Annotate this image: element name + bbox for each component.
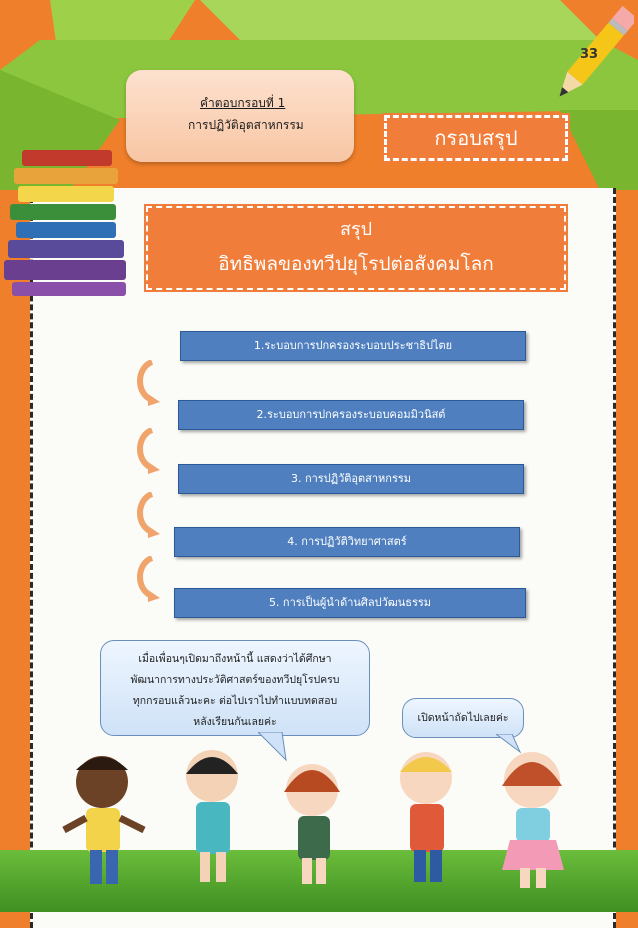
speech-line-3: ทุกกรอบแล้วนะคะ ต่อไปเราไปทำแบบทดสอบ: [132, 695, 338, 707]
speech-line-4: หลังเรียนกันเลยค่ะ: [193, 716, 277, 728]
summary-item-5: 5. การเป็นผู้นำด้านศิลปวัฒนธรรม: [174, 588, 526, 618]
summary-item-1: 1.ระบอบการปกครองระบอบประชาธิปไตย: [180, 331, 526, 361]
answer-card: [126, 70, 354, 162]
curved-arrow-icon: [132, 360, 160, 406]
curved-arrow-icon: [132, 492, 160, 538]
summary-heading-box: [146, 206, 566, 290]
summary-frame-badge: กรอบสรุป: [384, 115, 568, 161]
summary-item-2: 2.ระบอบการปกครองระบอบคอมมิวนิสต์: [178, 400, 524, 430]
children-illustration: [50, 740, 590, 900]
summary-item-4: 4. การปฏิวัติวิทยาศาสตร์: [174, 527, 520, 557]
page-number: 33: [580, 47, 599, 62]
books-stack-illustration: [4, 148, 134, 298]
curved-arrow-icon: [132, 556, 160, 602]
answer-card-subtitle: การปฏิวัติอุตสาหกรรม: [188, 118, 304, 132]
speech-bubble-main: [100, 640, 370, 736]
summary-heading-line1: สรุป: [339, 219, 373, 240]
summary-heading-line2: อิทธิพลของทวีปยุโรปต่อสังคมโลก: [218, 253, 494, 275]
speech-line-1: เมื่อเพื่อนๆเปิดมาถึงหน้านี้ แสดงว่าได้ศึกษา: [138, 653, 332, 665]
summary-item-3: 3. การปฏิวัติอุตสาหกรรม: [178, 464, 524, 494]
speech-line-2: พัฒนาการทางประวัติศาสตร์ของทวีปยุโรปครบ: [130, 674, 340, 686]
answer-card-title: คำตอบกรอบที่ 1: [200, 96, 286, 110]
next-page-bubble: เปิดหน้าถัดไปเลยค่ะ: [402, 698, 524, 738]
curved-arrow-icon: [132, 428, 160, 474]
